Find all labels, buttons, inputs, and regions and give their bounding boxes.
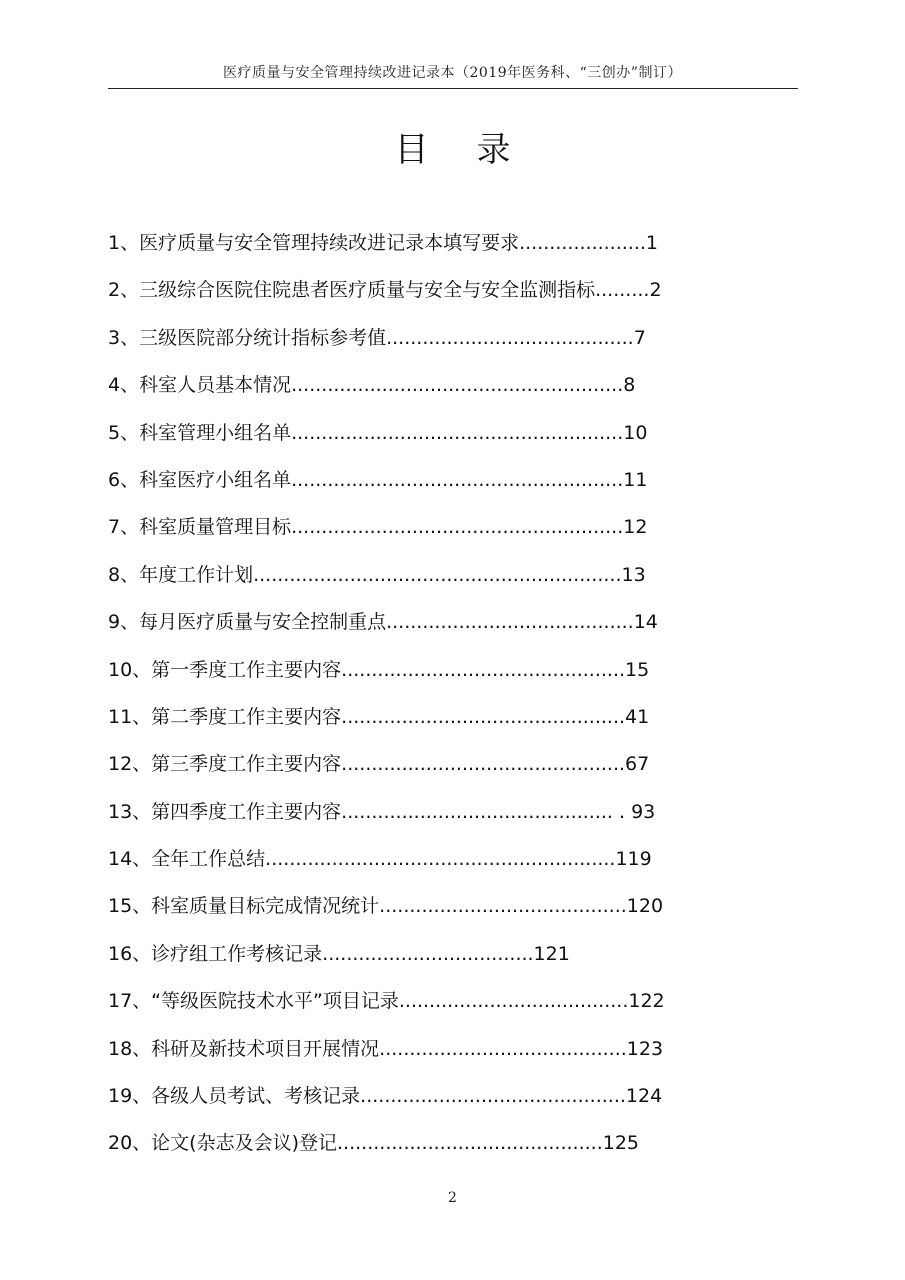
toc-entry[interactable]: 10、第一季度工作主要内容...............................................15 <box>108 658 650 681</box>
toc-entry[interactable]: 16、诊疗组工作考核记录...................................121 <box>108 942 570 965</box>
toc-entry[interactable]: 3、三级医院部分统计指标参考值.........................................7 <box>108 326 646 349</box>
toc-entry[interactable]: 6、科室医疗小组名单.......................................................11 <box>108 468 648 491</box>
toc-entry[interactable]: 8、年度工作计划.............................................................13 <box>108 563 646 586</box>
toc-entry[interactable]: 5、科室管理小组名单.......................................................10 <box>108 421 648 444</box>
toc-entry[interactable]: 1、医疗质量与安全管理持续改进记录本填写要求.....................1 <box>108 232 659 254</box>
toc-entry[interactable]: 11、第二季度工作主要内容...............................................41 <box>108 705 650 728</box>
toc-entry[interactable]: 14、全年工作总结..........................................................119 <box>108 848 652 871</box>
title-char-2: 录 <box>476 130 511 170</box>
toc-entry[interactable]: 17、“等级医院技术水平”项目记录......................................122 <box>108 990 665 1013</box>
toc-entry[interactable]: 13、第四季度工作主要内容............................................. . 93 <box>108 800 656 823</box>
page-title <box>0 122 905 171</box>
title-char-1: 目 <box>394 130 429 170</box>
table-of-contents <box>108 226 808 1174</box>
page-number: 2 <box>448 1190 457 1206</box>
toc-entry[interactable]: 12、第三季度工作主要内容...............................................67 <box>108 753 650 776</box>
toc-entry[interactable]: 2、三级综合医院住院患者医疗质量与安全与安全监测指标.........2 <box>108 279 662 302</box>
toc-entry[interactable]: 19、各级人员考试、考核记录............................................124 <box>108 1085 663 1108</box>
toc-entry[interactable]: 18、科研及新技术项目开展情况.........................................123 <box>108 1037 664 1060</box>
toc-entry[interactable]: 15、科室质量目标完成情况统计.........................................120 <box>108 895 664 918</box>
header-divider <box>108 88 798 89</box>
toc-entry[interactable]: 4、科室人员基本情况.......................................................8 <box>108 374 636 397</box>
toc-entry[interactable]: 9、每月医疗质量与安全控制重点.........................................14 <box>108 611 658 634</box>
page-header: 医疗质量与安全管理持续改进记录本（2019年医务科、“三创办”制订） <box>223 65 682 81</box>
toc-entry[interactable]: 7、科室质量管理目标.......................................................12 <box>108 516 648 539</box>
toc-entry[interactable]: 20、论文(杂志及会议)登记............................................125 <box>108 1132 640 1155</box>
